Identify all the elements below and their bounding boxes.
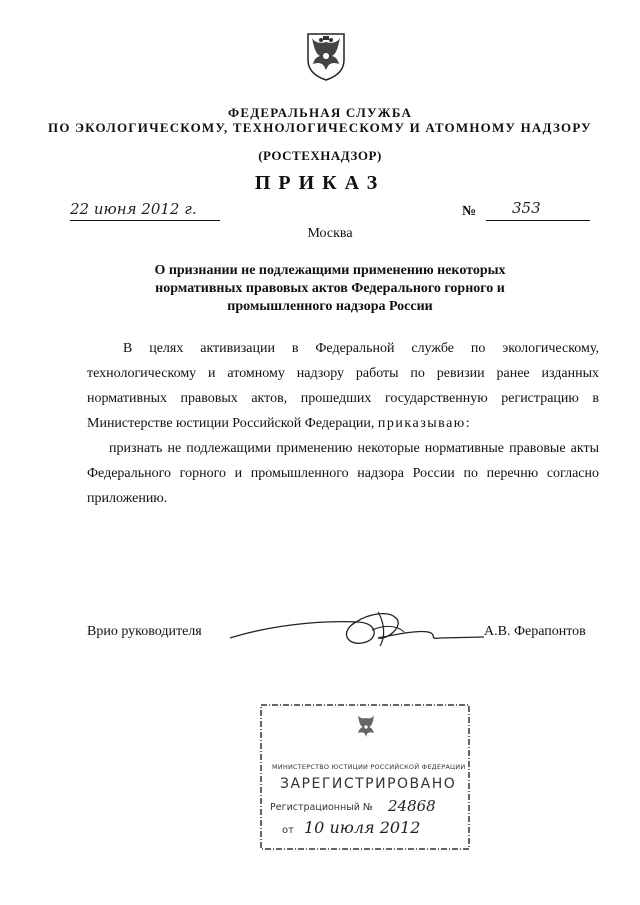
number-underline [486,220,590,221]
handwritten-signature [228,608,488,650]
subject-line1: О признании не подлежащими применению некоторых [154,263,506,278]
org-name-line2: ПО ЭКОЛОГИЧЕСКОМУ, ТЕХНОЛОГИЧЕСКОМУ И АТОМНОМУ НАДЗОРУ [48,120,592,135]
subject-line2: нормативных правовых актов Федерального горного и [155,281,505,296]
city-name: Москва [307,226,353,241]
body-paragraph-1-text: В целях активизации в Федеральной службе по экологическому, технологическому и атомному надзору работы по ревизии ранее изданных нормативных правовых актов, прошедших государственную регистрацию в Министерстве юстиции Российской Федерации, [87,341,599,431]
signatory-role: Врио руководителя [87,624,202,639]
order-verb: приказываю: [377,416,472,431]
number-sign: № [462,204,477,219]
registration-stamp [258,702,472,852]
stamp-reg-label: Регистрационный № [270,802,373,813]
subject-line3: промышленного надзора России [227,299,433,314]
coat-of-arms-emblem [304,30,348,82]
body-paragraph-2: признать не подлежащими применению некоторые нормативные правовые акты Федерального горного и промышленного надзора России по перечню согласно приложению. [87,441,599,506]
org-abbreviation: (РОСТЕХНАДЗОР) [258,148,382,163]
document-type-title: ПРИКАЗ [254,172,386,194]
stamp-emblem-icon [354,712,378,742]
stamp-status: ЗАРЕГИСТРИРОВАНО [280,776,457,792]
stamp-ministry: МИНИСТЕРСТВО ЮСТИЦИИ РОССИЙСКОЙ ФЕДЕРАЦИИ [272,763,466,771]
stamp-reg-number: 24868 [388,797,436,815]
order-subject [90,262,570,316]
date-underline [70,220,220,221]
stamp-date-prefix: от [282,825,294,836]
stamp-reg-date: 10 июля 2012 [304,818,421,837]
order-date: 22 июня 2012 г. [70,200,197,218]
body-paragraph-1 [87,336,599,436]
signatory-name: А.В. Ферапонтов [484,624,586,639]
order-body [87,336,599,511]
org-name-line1: ФЕДЕРАЛЬНАЯ СЛУЖБА [227,105,413,120]
order-number: 353 [512,199,541,217]
